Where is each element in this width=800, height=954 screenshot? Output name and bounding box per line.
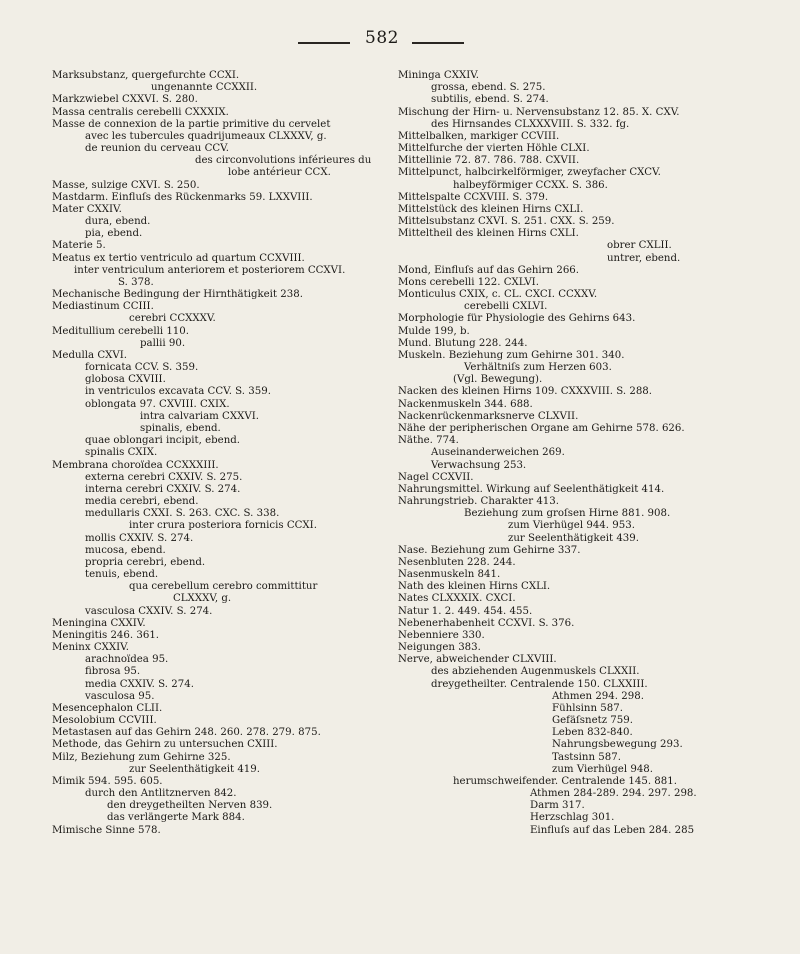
index-subentry: vasculosa 95. [85,690,155,702]
index-subentry: das verlängerte Mark 884. [107,812,245,824]
index-subentry: arachnoïdea 95. [85,654,169,666]
index-subentry: Gefäſsnetz 759. [552,715,633,727]
index-entry: Nebenerhabenheit CCXVI. S. 376. [398,617,575,629]
index-entry: Mittelstück des kleinen Hirns CXLI. [398,203,584,215]
index-entry: Meninx CXXIV. [52,642,129,654]
index-entry: Masse, sulzige CXVI. S. 250. [52,179,200,191]
index-subentry: mollis CXXIV. S. 274. [85,532,194,544]
index-subentry: Verhältniſs zum Herzen 603. [464,362,612,374]
index-entry: Meningina CXXIV. [52,617,146,629]
index-entry: Monticulus CXIX, c. CL. CXCI. CCXXV. [398,289,598,301]
index-subentry: spinalis CXIX. [85,447,158,459]
index-entry: Mastdarm. Einfluſs des Rückenmarks 59. LXXVIII. [52,191,313,203]
index-entry: Nagel CCXVII. [398,471,474,483]
index-subentry: media CXXIV. S. 274. [85,678,194,690]
index-entry: Nath des kleinen Hirns CXLI. [398,581,551,593]
index-subentry: interna cerebri CXXIV. S. 274. [85,483,241,495]
index-subentry: globosa CXVIII. [85,374,166,386]
index-subentry: in ventriculos excavata CCV. S. 359. [85,386,271,398]
index-entry: Mittelsubstanz CXVI. S. 251. CXX. S. 259. [398,216,615,228]
index-subentry: Nahrungsbewegung 293. [552,739,683,751]
index-entry: Marksubstanz, quergefurchte CCXI. [52,70,240,81]
index-entry: Nase. Beziehung zum Gehirne 337. [398,544,581,556]
index-subentry: dreygetheilter. Centralende 150. CLXXIII. [431,678,648,690]
index-entry: Mimik 594. 595. 605. [52,775,163,787]
index-subentry: zur Seelenthätigkeit 439. [508,532,639,544]
index-subentry: lobe antérieur CCX. [228,167,331,179]
index-subentry: (Vgl. Bewegung). [453,374,543,386]
index-entry: Mesolobium CCVIII. [52,715,157,727]
index-entry: Nackenrückenmarksnerve CLXVII. [398,410,579,422]
index-entry: Nesenbluten 228. 244. [398,556,516,568]
index-entry: Mittelfurche der vierten Höhle CLXI. [398,143,590,155]
index-subentry: cerebelli CXLVI. [464,301,548,313]
index-entry: Markzwiebel CXXVI. S. 280. [52,94,198,106]
index-subentry: des circonvolutions inférieures du [195,155,372,167]
header-rule-left [298,42,350,44]
index-entry: Mininga CXXIV. [398,70,480,81]
index-subentry: den dreygetheilten Nerven 839. [107,800,273,812]
index-entry: Nackenmuskeln 344. 688. [398,398,533,410]
index-subentry: vasculosa CXXIV. S. 274. [85,605,213,617]
index-entry: Mischung der Hirn- u. Nervensubstanz 12. 85. X. CXV. [398,106,680,118]
index-subentry: herumschweifender. Centralende 145. 881. [453,775,677,787]
index-entry: Nebenniere 330. [398,629,485,641]
index-entry: Mater CXXIV. [52,203,122,215]
index-subentry: oblongata 97. CXVIII. CXIX. [85,398,230,410]
index-entry: Mechanische Bedingung der Hirnthätigkeit 238. [52,289,303,301]
index-entry: Morphologie für Physiologie des Gehirns 643. [398,313,636,325]
index-entry: Methode, das Gehirn zu untersuchen CXIII. [52,739,278,751]
index-entry: Mund. Blutung 228. 244. [398,337,528,349]
index-column-left [52,70,388,837]
header-rule-right [412,42,464,44]
index-subentry: CLXXXV, g. [173,593,232,605]
index-entry: Mimische Sinne 578. [52,824,161,836]
index-entry: Mittellinie 72. 87. 786. 788. CXVII. [398,155,580,167]
index-entry: Massa centralis cerebelli CXXXIX. [52,106,229,118]
index-subentry: intra calvariam CXXVI. [140,410,259,422]
index-subentry: tenuis, ebend. [85,569,159,581]
index-subentry: fibrosa 95. [85,666,141,678]
index-entry: Nasenmuskeln 841. [398,569,501,581]
index-subentry: dura, ebend. [85,216,151,228]
index-subentry: des Hirnsandes CLXXXVIII. S. 332. fg. [431,118,630,130]
index-subentry: Athmen 284-289. 294. 297. 298. [530,788,697,800]
index-subentry: Athmen 294. 298. [552,690,644,702]
index-subentry: des abziehenden Augenmuskels CLXXII. [431,666,640,678]
index-subentry: untrer, ebend. [607,252,681,264]
index-entry: Nahrungstrieb. Charakter 413. [398,496,560,508]
index-entry: Milz, Beziehung zum Gehirne 325. [52,751,231,763]
index-entry: Nacken des kleinen Hirns 109. CXXXVIII. S. 288. [398,386,653,398]
index-subentry: Darm 317. [530,800,585,812]
index-subentry: zum Vierhügel 944. 953. [508,520,635,532]
index-entry: Materie 5. [52,240,106,252]
index-subentry: propria cerebri, ebend. [85,556,206,568]
index-subentry: Verwachsung 253. [431,459,527,471]
index-subentry: Einfluſs auf das Leben 284. 285 [530,824,695,836]
index-subentry: grossa, ebend. S. 275. [431,82,546,94]
index-entry: Masse de connexion de la partie primitive du cervelet [52,118,331,130]
index-subentry: qua cerebellum cerebro committitur [129,581,318,593]
page-number: 582 [365,28,399,48]
index-entry: Mesencephalon CLII. [52,702,163,714]
index-entry: Muskeln. Beziehung zum Gehirne 301. 340. [398,349,625,361]
index-entry: Mond, Einfluſs auf das Gehirn 266. [398,264,580,276]
index-subentry: zur Seelenthätigkeit 419. [129,763,260,775]
index-subentry: zum Vierhügel 948. [552,763,654,775]
index-subentry: pallii 90. [140,337,186,349]
index-entry: Nates CLXXXIX. CXCI. [398,593,516,605]
index-subentry: medullaris CXXI. S. 263. CXC. S. 338. [85,508,280,520]
index-entry: Mittelbalken, markiger CCVIII. [398,130,560,142]
index-entry: Natur 1. 2. 449. 454. 455. [398,605,533,617]
index-subentry: Auseinanderweichen 269. [431,447,565,459]
index-entry: Neigungen 383. [398,642,481,654]
index-entry: Näthe. 774. [398,435,459,447]
page-header [0,28,800,56]
index-subentry: halbeyförmiger CCXX. S. 386. [453,179,608,191]
index-subentry: subtilis, ebend. S. 274. [431,94,549,106]
index-subentry: Leben 832-840. [552,727,633,739]
index-entry: Metastasen auf das Gehirn 248. 260. 278. 279. 875. [52,727,321,739]
index-subentry: Beziehung zum groſsen Hirne 881. 908. [464,508,671,520]
index-subentry: spinalis, ebend. [140,422,221,434]
index-entry: Mulde 199, b. [398,325,470,337]
index-subentry: pia, ebend. [85,228,143,240]
index-entry: Meningitis 246. 361. [52,629,160,641]
index-entry: Nähe der peripherischen Organe am Gehirne 578. 626. [398,422,685,434]
index-column-right [398,70,770,837]
index-subentry: cerebri CCXXXV. [129,313,216,325]
index-subentry: inter crura posteriora fornicis CCXI. [129,520,317,532]
index-subentry: Tastsinn 587. [552,751,621,763]
index-entry: Mittelspalte CCXVIII. S. 379. [398,191,549,203]
index-entry: Membrana choroïdea CCXXXIII. [52,459,219,471]
index-subentry: mucosa, ebend. [85,544,166,556]
index-entry: Mitteltheil des kleinen Hirns CXLI. [398,228,579,240]
index-entry: Mediastinum CCIII. [52,301,154,313]
index-subentry: inter ventriculum anteriorem et posteriorem CCXVI. [74,264,346,276]
index-subentry: de reunion du cerveau CCV. [85,143,229,155]
index-entry: Mittelpunct, halbcirkelförmiger, zweyfacher CXCV. [398,167,661,179]
index-subentry: S. 378. [118,276,154,288]
index-entry: Mons cerebelli 122. CXLVI. [398,276,539,288]
index-subentry: quae oblongari incipit, ebend. [85,435,241,447]
index-subentry: durch den Antlitznerven 842. [85,788,237,800]
index-subentry: media cerebri, ebend. [85,496,199,508]
index-subentry: externa cerebri CXXIV. S. 275. [85,471,243,483]
index-subentry: ungenannte CCXXII. [151,82,258,94]
index-subentry: obrer CXLII. [607,240,672,252]
index-subentry: avec les tubercules quadrijumeaux CLXXXV, g. [85,130,327,142]
index-entry: Meatus ex tertio ventriculo ad quartum CCXVIII. [52,252,305,264]
index-subentry: fornicata CCV. S. 359. [85,362,199,374]
index-entry: Nahrungsmittel. Wirkung auf Seelenthätigkeit 414. [398,483,665,495]
index-entry: Meditullium cerebelli 110. [52,325,190,337]
index-entry: Medulla CXVI. [52,349,128,361]
index-entry: Nerve, abweichender CLXVIII. [398,654,557,666]
index-subentry: Herzschlag 301. [530,812,615,824]
index-subentry: Fühlsinn 587. [552,702,623,714]
